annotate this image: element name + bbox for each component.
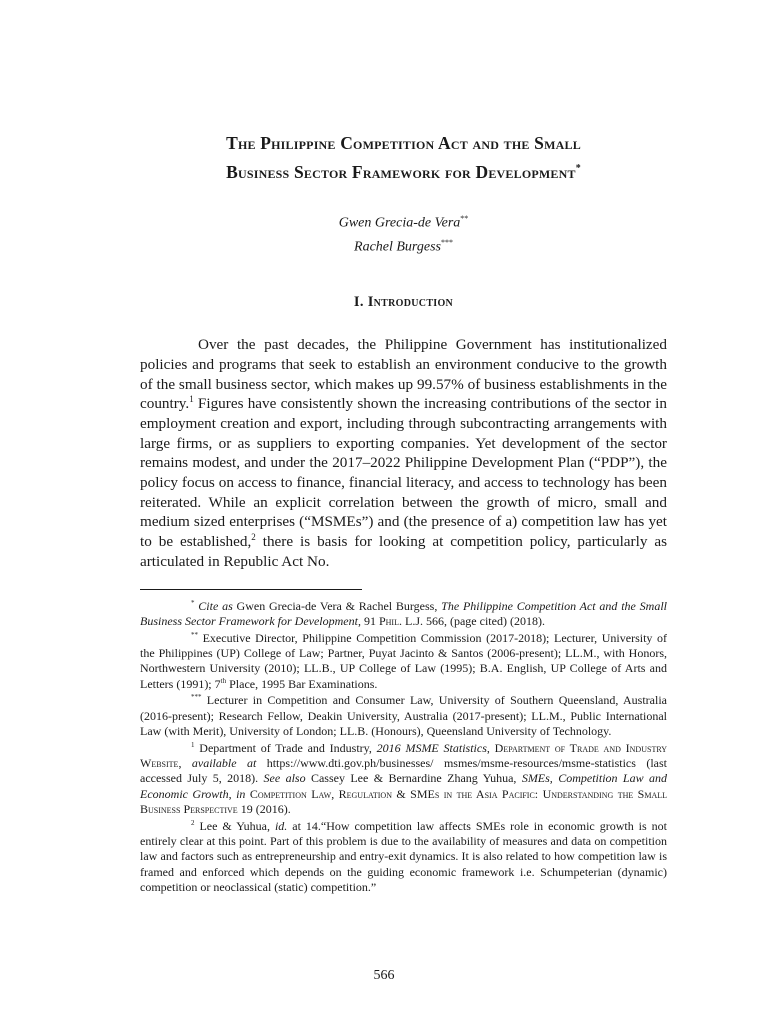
footnote-star-title: The Philippine Competition Act and the Small Business Sector Framework for Development xyxy=(140,598,668,628)
footnote-1-part-i: Cassey Lee & Bernardine Zhang Yuhua, xyxy=(305,771,522,786)
footnote-divider xyxy=(140,589,362,590)
page-content xyxy=(140,130,667,897)
footnote-1-mark: 1 xyxy=(191,740,195,749)
footnote-3star xyxy=(140,693,667,739)
footnote-star xyxy=(140,599,667,630)
footnotes xyxy=(140,599,667,896)
author-1 xyxy=(140,209,667,234)
footnote-2-part-a: Lee & Yuhua, xyxy=(194,818,275,833)
footnote-1-part-o: 19 (2016). xyxy=(237,801,291,816)
footnote-2-part-b: id. xyxy=(274,818,288,833)
footnote-1-part-a: Department of Trade and Industry, xyxy=(194,740,377,755)
footnote-2star-text: Executive Director, Philippine Competition Commission (2017-2018); Lecturer, University of the Philippines (UP) College of Law; Partner, Puyat Jacinto & Santos (2006-present); LL.M., with Honors, Northwestern University (2010); LL.B., UP College of Law (1995); B.A. English, UP College of Arts and Letters (1991); 7 xyxy=(140,630,667,691)
footnote-star-pages: L.J. 566, (page cited) (2018). xyxy=(401,613,545,628)
footnote-1-part-e: , xyxy=(178,756,192,771)
author-1-name: Gwen Grecia-de Vera xyxy=(338,215,461,231)
title-line-2: Business Sector Framework for Development xyxy=(226,161,576,182)
footnote-1 xyxy=(140,741,667,817)
footnote-1-part-h: See also xyxy=(263,771,306,786)
footnote-star-cite-as: Cite as xyxy=(198,598,233,613)
footnote-1-part-d: Department of Trade and Industry Website xyxy=(140,740,667,771)
footnote-2star-text-end: Place, 1995 Bar Examinations. xyxy=(226,676,378,691)
author-2-footnote-mark[interactable]: *** xyxy=(440,238,453,248)
footnote-2 xyxy=(140,819,667,895)
footnote-3star-text: Lecturer in Competition and Consumer Law, University of Southern Queensland, Australia (2016-present); Research Fellow, Deakin University, Australia (2017-present); LL.M., Public International Law (with Merit), University of London; LL.B. (Honours), Queensland University of Technology. xyxy=(140,693,667,738)
page-number: 566 xyxy=(373,968,395,983)
footnote-1-part-j: SMEs, Competition Law and Economic Growth xyxy=(140,771,667,801)
footnote-star-mark: * xyxy=(191,598,195,607)
body-text-3: there is basis for looking at competition policy, particularly as articulated in Republic Act No. xyxy=(140,533,667,570)
body-text-2: Figures have consistently shown the increasing contributions of the sector in employment creation and export, including through subcontracting arrangements with large firms, or as suppliers to exporting companies. Yet development of the sector remains modest, and under the 2017–2022 Philippine Development Plan (“PDP”), the policy focus on access to finance, financial literacy, and access to technology has been reiterated. While an explicit correlation between the growth of micro, small and medium sized enterprises (“MSMEs”) and (the presence of a) competition law has yet to be established, xyxy=(140,395,667,551)
body-paragraph xyxy=(140,335,667,571)
author-1-footnote-mark[interactable]: ** xyxy=(460,213,469,223)
footnote-1-part-k: , xyxy=(228,786,237,801)
footnote-1-part-f: available at xyxy=(191,756,257,771)
footnote-ref-2[interactable]: 2 xyxy=(251,532,256,543)
footnote-ref-1[interactable]: 1 xyxy=(189,394,194,405)
footnote-1-part-b: 2016 MSME Statistics xyxy=(376,740,487,755)
footnote-2star-mark: ** xyxy=(191,630,198,639)
author-list xyxy=(140,209,667,258)
author-2 xyxy=(140,233,667,258)
author-2-name: Rachel Burgess xyxy=(354,240,441,256)
footnote-2-mark: 2 xyxy=(191,818,195,827)
footnote-3star-mark: *** xyxy=(191,693,202,702)
title-line-1: The Philippine Competition Act and the Small xyxy=(226,133,581,153)
title-footnote-mark[interactable]: * xyxy=(575,163,581,174)
footnote-2star xyxy=(140,631,667,692)
footnote-star-volume: , 91 xyxy=(357,613,379,628)
footnote-star-authors: Gwen Grecia-de Vera & Rachel Burgess, xyxy=(232,598,442,613)
footnote-1-part-c: , xyxy=(486,740,495,755)
footnote-1-url[interactable]: https://www.dti.gov.ph/businesses/ msmes/msme-resources/msme-statistics (last accessed July 5, 2018). xyxy=(140,756,667,786)
footnote-2star-ordinal: th xyxy=(220,676,227,685)
footnote-1-part-l: in xyxy=(236,786,246,801)
footnote-star-journal: Phil. xyxy=(378,613,402,628)
footnote-2-part-c: at 14.“How competition law affects SMEs role in economic growth is not entirely clear at this point. Part of this problem is due to the availability of measures and data on competition law and factors such as entrepreneurship and entry-exit dynamics. It is also related to how competition law is framed and enforced which depends on the guiding economic framework i.e. Schumpeterian (dynamic) competition or neoclassical (static) competition.” xyxy=(140,818,667,894)
footnote-1-part-n: Competition Law, Regulation & SMEs in the Asia Pacific: Understanding the Small Business Perspective xyxy=(140,786,668,816)
body-text-1: Over the past decades, the Philippine Government has institutionalized policies and programs that seek to establish an environment conducive to the growth of the small business sector, which makes up 99.57% of business establishments in the country. xyxy=(140,336,667,413)
article-title xyxy=(140,130,667,185)
section-heading: I. Introduction xyxy=(353,294,454,311)
